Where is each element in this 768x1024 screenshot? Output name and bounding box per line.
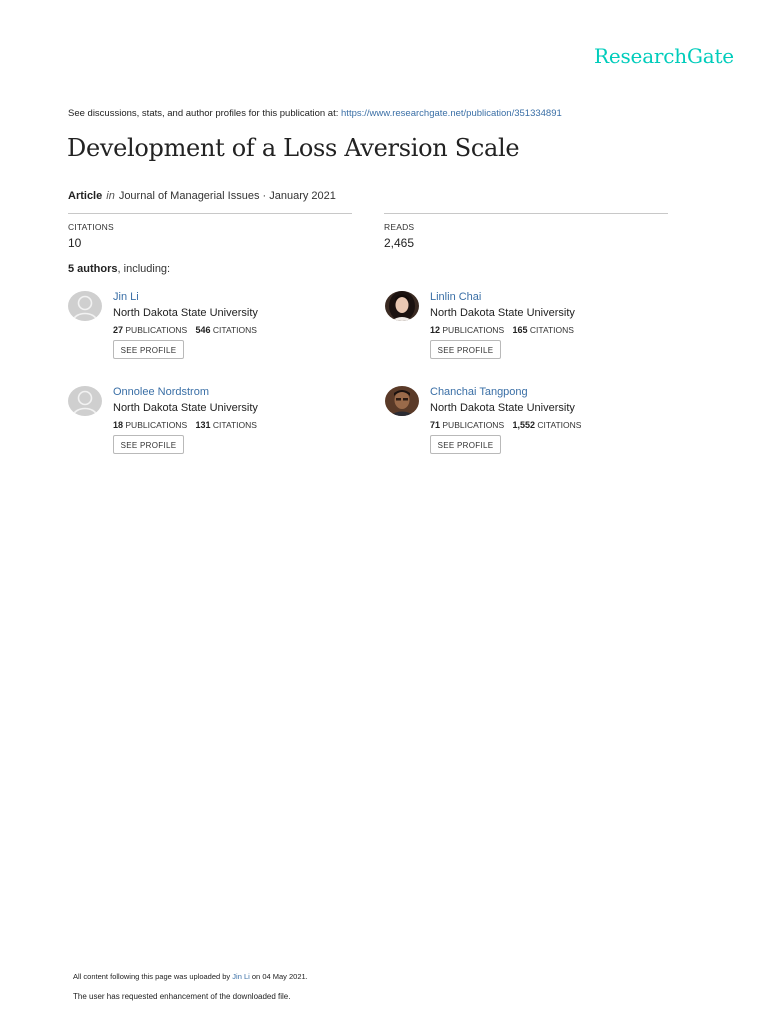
author-card — [68, 386, 368, 466]
author-name-link[interactable]: Onnolee Nordstrom — [113, 386, 209, 398]
authors-suffix: , including: — [117, 263, 171, 275]
citations-label: CITATIONS — [212, 325, 257, 335]
author-name-link[interactable]: Linlin Chai — [430, 291, 482, 303]
author-stats — [430, 420, 581, 430]
divider-reads — [384, 213, 668, 214]
article-meta — [68, 190, 336, 202]
citations-label: CITATIONS — [537, 420, 582, 430]
see-profile-button[interactable]: SEE PROFILE — [430, 340, 501, 359]
citations-count: 165 — [512, 325, 528, 335]
author-card — [385, 291, 685, 371]
citations-count: 1,552 — [512, 420, 536, 430]
author-name-link[interactable]: Jin Li — [113, 291, 139, 303]
article-type: Article — [68, 190, 103, 202]
default-avatar-icon[interactable] — [68, 386, 102, 416]
citations-label: CITATIONS — [212, 420, 257, 430]
reads-value: 2,465 — [384, 236, 415, 250]
authors-count: 5 authors — [68, 263, 118, 275]
publications-count: 18 — [113, 420, 124, 430]
author-card — [68, 291, 368, 371]
author-photo[interactable] — [385, 386, 419, 416]
publications-count: 12 — [430, 325, 441, 335]
discussion-line — [68, 108, 562, 119]
publications-label: PUBLICATIONS — [442, 420, 505, 430]
authors-intro — [68, 263, 170, 275]
in-label: in — [106, 190, 115, 202]
researchgate-logo[interactable]: ResearchGate — [594, 44, 734, 68]
upload-note — [73, 972, 308, 981]
author-card — [385, 386, 685, 466]
upload-prefix: All content following this page was uploaded by — [73, 972, 231, 981]
citations-label: CITATIONS — [68, 222, 114, 232]
divider-citations — [68, 213, 352, 214]
author-affiliation: North Dakota State University — [113, 402, 258, 414]
journal-info: Journal of Managerial Issues · January 2021 — [118, 190, 336, 202]
publications-count: 71 — [430, 420, 441, 430]
see-profile-button[interactable]: SEE PROFILE — [113, 435, 184, 454]
author-affiliation: North Dakota State University — [430, 307, 575, 319]
see-profile-button[interactable]: SEE PROFILE — [113, 340, 184, 359]
author-photo[interactable] — [385, 291, 419, 321]
publications-label: PUBLICATIONS — [125, 420, 188, 430]
author-stats — [430, 325, 574, 335]
citations-label: CITATIONS — [529, 325, 574, 335]
page-title: Development of a Loss Aversion Scale — [67, 134, 520, 162]
citations-count: 546 — [195, 325, 211, 335]
citations-value: 10 — [68, 236, 82, 250]
see-profile-button[interactable]: SEE PROFILE — [430, 435, 501, 454]
author-name-link[interactable]: Chanchai Tangpong — [430, 386, 528, 398]
reads-label: READS — [384, 222, 415, 232]
citations-count: 131 — [195, 420, 211, 430]
publication-url-link[interactable]: https://www.researchgate.net/publication/351334891 — [341, 108, 562, 119]
author-affiliation: North Dakota State University — [430, 402, 575, 414]
publications-label: PUBLICATIONS — [125, 325, 188, 335]
enhancement-note: The user has requested enhancement of the downloaded file. — [73, 992, 291, 1001]
publications-label: PUBLICATIONS — [442, 325, 505, 335]
see-text: See discussions, stats, and author profiles for this publication at: — [68, 108, 339, 119]
publications-count: 27 — [113, 325, 124, 335]
default-avatar-icon[interactable] — [68, 291, 102, 321]
uploader-link[interactable]: Jin Li — [232, 972, 250, 981]
author-affiliation: North Dakota State University — [113, 307, 258, 319]
upload-suffix: on 04 May 2021. — [251, 972, 308, 981]
author-stats — [113, 420, 257, 430]
author-stats — [113, 325, 257, 335]
